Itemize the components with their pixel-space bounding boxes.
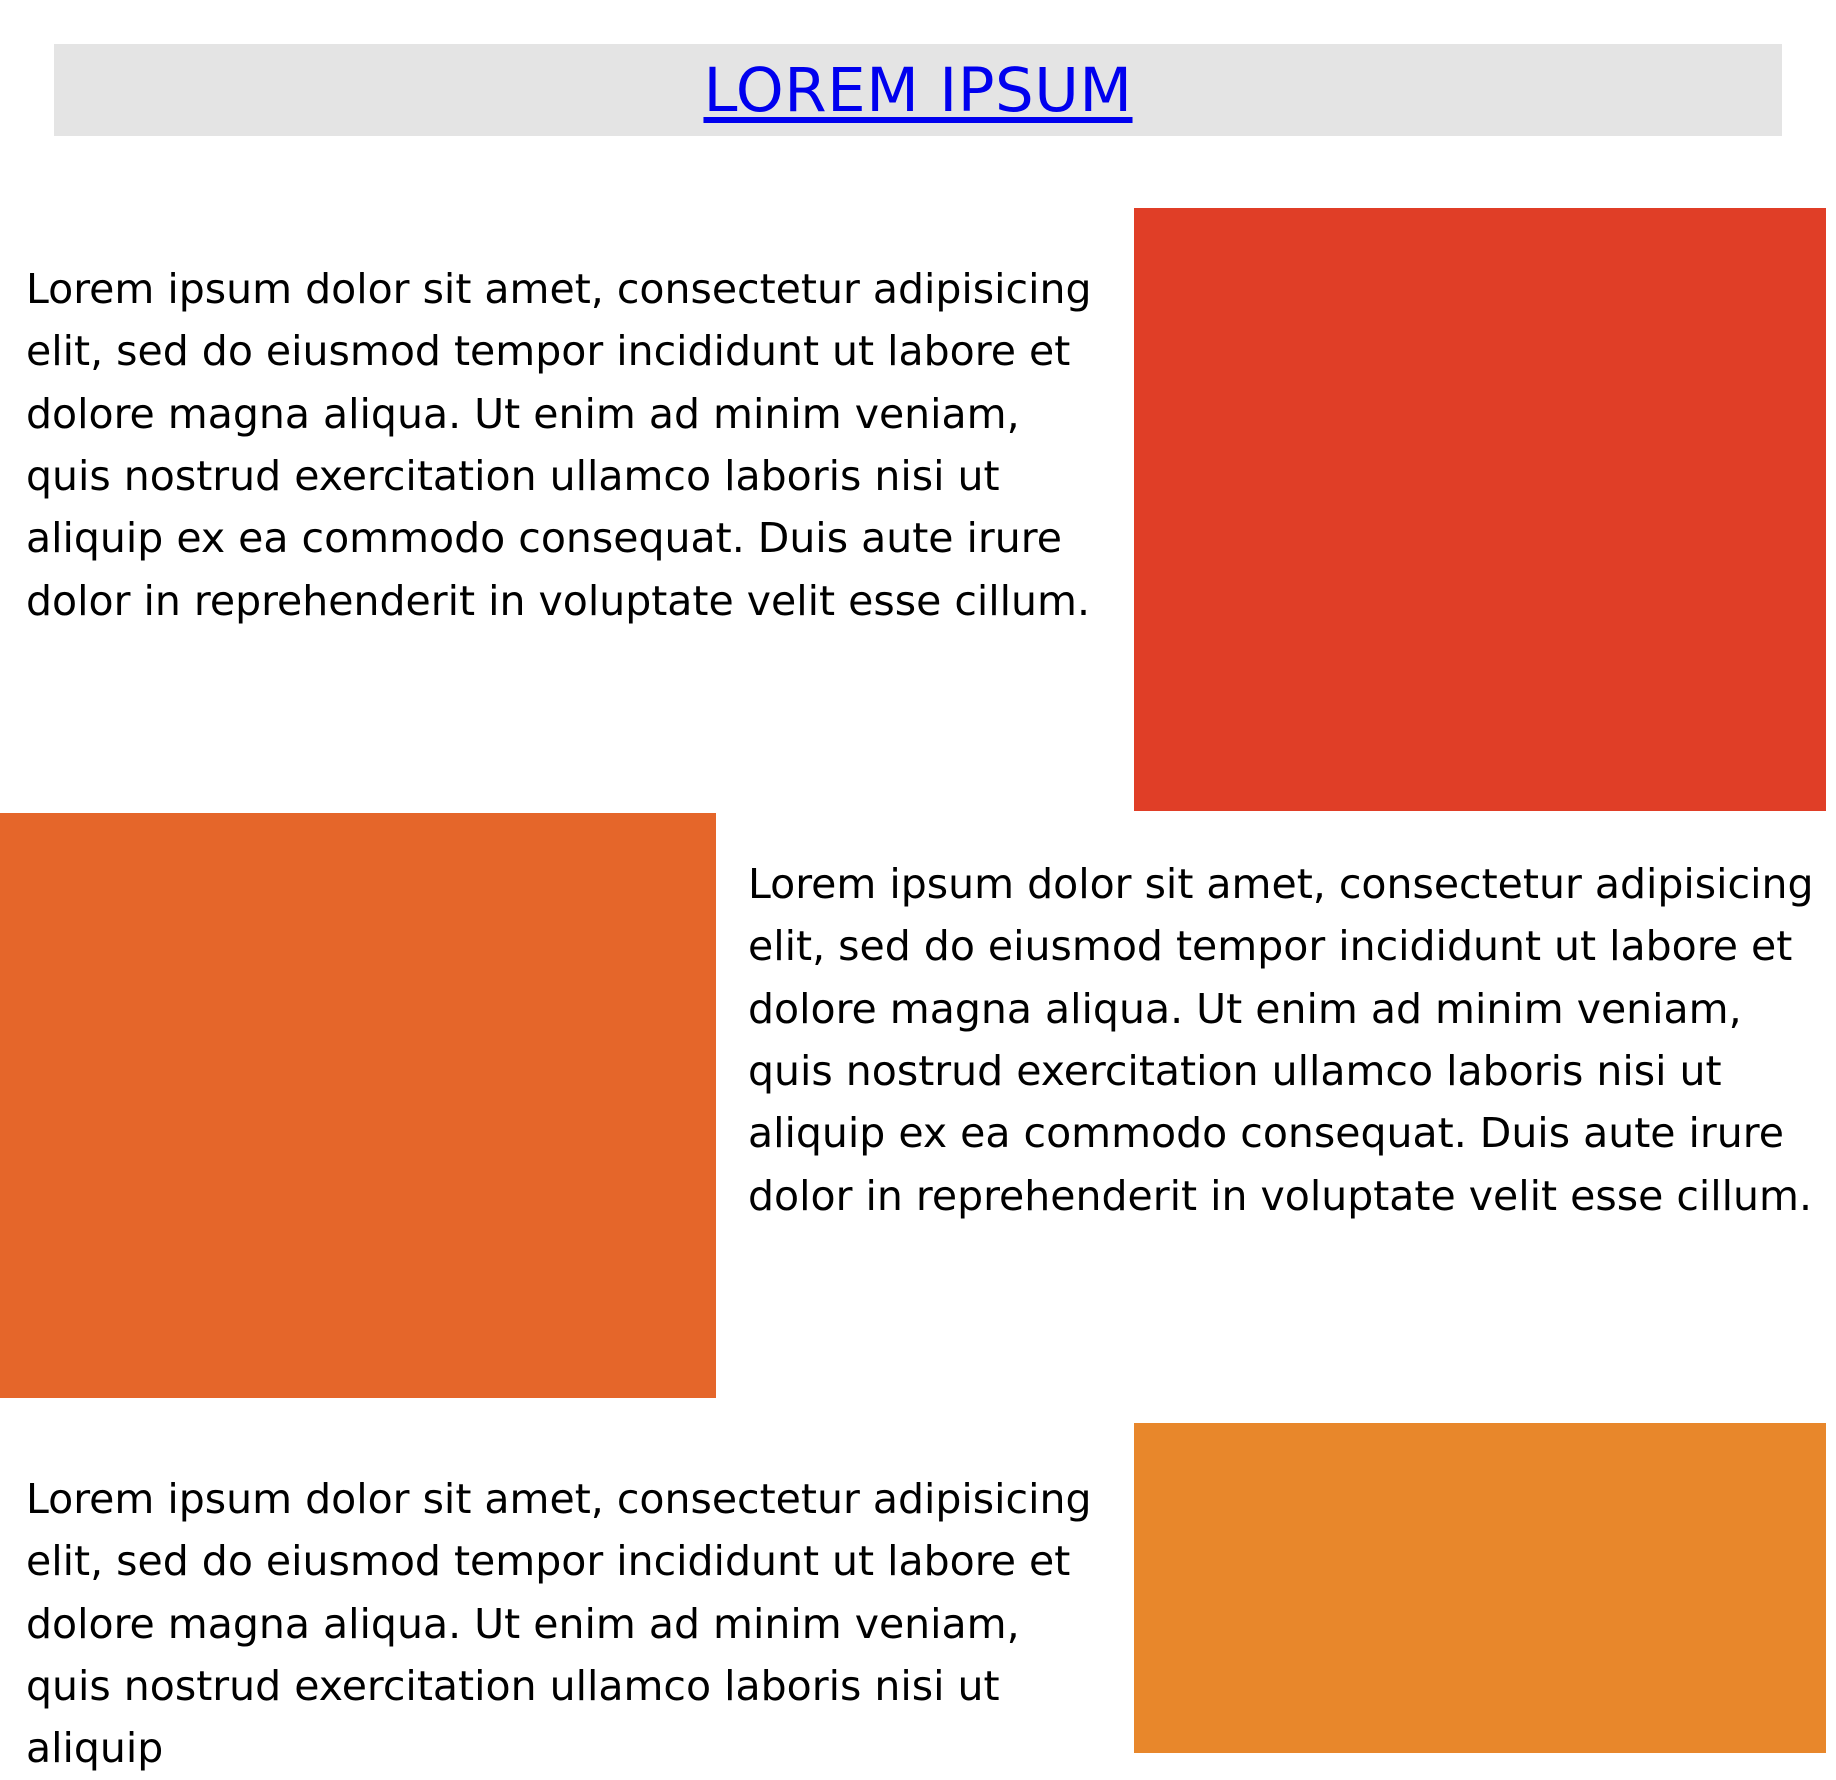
paragraph-2: Lorem ipsum dolor sit amet, consectetur adipisicing elit, sed do eiusmod tempor incididunt ut labore et dolore magna aliqua. Ut enim ad minim veniam, quis nostrud exercitation ullamco laboris nisi ut aliquip ex ea commodo consequat. Duis aute irure dolor in reprehenderit in voluptate velit esse cillum. [748,860,1814,1220]
image-placeholder-2 [0,813,716,1398]
image-placeholder-3 [1134,1423,1826,1753]
paragraph-1: Lorem ipsum dolor sit amet, consectetur adipisicing elit, sed do eiusmod tempor incididunt ut labore et dolore magna aliqua. Ut enim ad minim veniam, quis nostrud exercitation ullamco laboris nisi ut aliquip ex ea commodo consequat. Duis aute irure dolor in reprehenderit in voluptate velit esse cillum. [26,265,1092,625]
image-placeholder-1 [1134,208,1826,811]
page-header [54,44,1782,136]
paragraph-3: Lorem ipsum dolor sit amet, consectetur adipisicing elit, sed do eiusmod tempor incididunt ut labore et dolore magna aliqua. Ut enim ad minim veniam, quis nostrud exercitation ullamco laboris nisi ut aliquip [26,1475,1092,1773]
page-title-link[interactable]: LOREM IPSUM [703,54,1133,126]
